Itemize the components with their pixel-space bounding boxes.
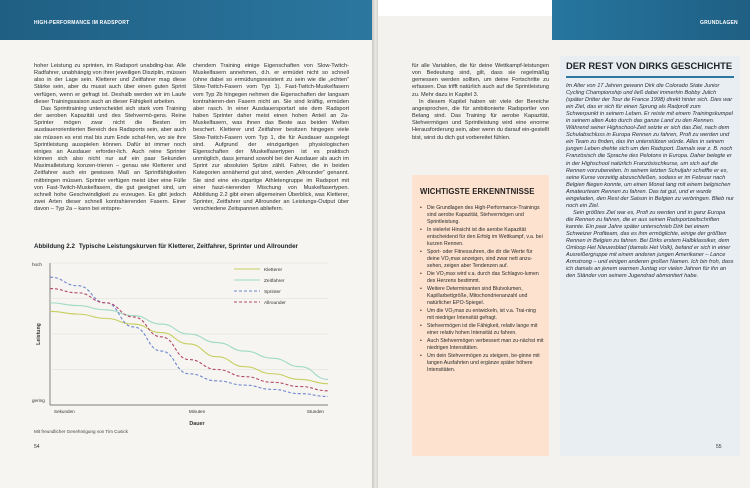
sidebar-rule	[566, 76, 734, 78]
sidebar-text	[566, 83, 734, 280]
power-curve-chart	[28, 253, 360, 429]
x-tick-label: Minuten	[188, 409, 206, 414]
left-column-2	[193, 63, 349, 213]
key-takeaways-list	[420, 205, 544, 375]
y-tick-label: hoch	[32, 262, 42, 267]
x-axis-label: Dauer	[189, 421, 205, 427]
right-running-head: GRUNDLAGEN	[700, 20, 738, 26]
paragraph: Im Alter von 17 Jahren gewann Dirk die Colorado State Junior Cycling Championship und ließ dabei immerhin Bobby Julich (später Dritter der Tour de France 1998) direkt hinter sich. Dies war ein Ziel, das er sich für einen Sprung als Radprofi zum Schwerpunkt in seinem Leben. Er reiste mit einem Trainingskumpel in seinem alten Auto durch das ganze Land zu den Rennen. Während seiner Highschool-Zeit setzte er sich das Ziel, nach dem Schulabschluss in Europa Rennen zu fahren, Profi zu werden und ein Team zu finden, das ihn unterstützen würde. Alles in seinem jungen Leben drehte sich um den Radsport. Damals war z. B. noch Französisch die Sprache des Pelotons in Europa. Daher belegte er in der Highschool natürlich Französischkurse, um sich auf die Rennen vorzubereiten. In seinem letzten Schuljahr schaffte er es, seine Kurse vorzeitig abzuschließen, sodass er im Februar nach Belgien fliegen konnte, um einen Monat lang mit einem belgischen Amateurteam Rennen zu fahren. Das tat gut, und er wurde eingeladen, den Rest der Saison in Belgien zu verbringen. Blieb nur noch ein Ziel.	[566, 83, 734, 209]
legend-label: Allrounder	[264, 300, 286, 306]
paragraph: für alle Variablen, die für deine Wettkampf-leistungen von Bedeutung sind, gilt, dass sie regelmäßig gemessen werden sollten, um deine Fortschritte zu erfassen. Das trifft natürlich auch auf die Sprintleistung zu. Mehr dazu in Kapitel 3.	[412, 63, 549, 98]
list-item: • Weitere Determinanten sind Blutvolumen, Kapillarbettgröße, Mitochondrienanzahl und natürlicher EPO-Spiegel.	[420, 286, 544, 307]
page-number-left: 54	[34, 444, 40, 450]
chart-labels	[32, 262, 324, 427]
list-item: • Auch Stehvermögen verbessert man zu-nächst mit niedrigen Intensitäten.	[420, 338, 544, 352]
paragraph: hoher Leistung zu sprinten, im Radsport unabding-bar. Alle Radfahrer, unabhängig von ihrer jeweiligen Disziplin, müssen also in der Lage sein. Kletterer und Zeitfahrer mag diese Stärke sein, aber du musst auch über einen guten Sprint verfügen, wenn er gefragt ist. Deshalb werden wir im Laufe dieser Trainingssaison auch an dieser Fähigkeit arbeiten.	[34, 63, 186, 105]
paragraph: chendem Training einige Eigenschaften von Slow-Twitch-Muskelfasern annehmen, d.h. er ermüdet nicht so schnell (ohne dabei so ermüdungsresistent zu sein wie die „echten“ Slow-Twitch-Fasern vom Typ 1). Fast-Twitch-Muskelfasern vom Typ 2b hingegen nehmen die Eigenschaften der langsam kontrahieren-den Fasern nicht an. Sie sind kräftig, ermüden aber rasch. In einer Ausdauersportart wie dem Radsport haben Sprinter daher meist einen hohen Anteil an 2a-Muskelfasern, was ihnen das Beste aus beiden Welten beschert. Kletterer und Zeitfahrer besitzen hingegen viele Slow-Twitch-Fasern vom Typ 1, die für Ausdauer ausgelegt sind. Aufgrund der einzigartigen physiologischen Eigenschaften der Muskelfasertypen ist es praktisch unmöglich, dass jemand sowohl bei der Ausdauer als auch im Sprint zur absoluten Spitze zählt. Fahrer, die in beiden Kategorien annähernd gut sind, werden „Allrounder“ genannt. Sie sind eine ein-zigartige Athletengruppe im Radsport mit einer faszi-nierenden Mischung von Muskelfasertypen. Abbildung 2.2 gibt einen allgemeinen Überblick, was Kletterer, Sprinter, Zeitfahrer und Allrounder an Leistungs-Output über verschiedene Zeitspannen abliefern.	[193, 63, 349, 213]
legend-label: Sprinter	[264, 289, 281, 295]
paragraph: In diesem Kapitel haben wir viele der Bereiche angesprochen, die für ambitionierte Radsportler von Belang sind. Das Training für aerobe Kapazität, Stehvermögen und Sprintleistung wird eine enorme Herausforderung sein, aber wenn du darauf ein-gestellt bist, wirst du dich gut vorbereitet fühlen.	[412, 98, 549, 141]
chart-series-lines	[50, 277, 328, 396]
key-takeaways-box	[412, 175, 549, 456]
paragraph: Das Sprinttraining unterscheidet sich stark vom Training der aeroben Kapazität und des Stehvermö-gens. Reine Sprinter mögen zwar nicht die Besten im ausdauerorientierten Bereich des Radsports sein, aber auch sie müssen es erst mal bis zum Ende schaf-fen, wo sie ihre Sprintleistung ausspielen können. Dafür ist immer noch einiges an Ausdauer erforder-lich. Auch reine Sprinter können sich also nicht nur auf ein paar Sekunden Maximalleistung konzen-trieren – genau wie Kletterer und Zeitfahrer auch ein gewisses Maß an Sprintfähigkeiten mitbringen müssen. Sprinter verfügen meist über eine Fülle von Fast-Twitch-Muskelfasern, die gut geeignet sind, um schnell hohe Geschwindigkeit zu erzeugen. Es gibt jedoch zwei Arten dieser schnell kontrahierenden Fasern. Einer davon – Typ 2a – kann bei entspre-	[34, 105, 186, 213]
story-sidebar	[560, 56, 740, 456]
left-running-head: HIGH-PERFORMANCE IM RADSPORT	[34, 20, 130, 26]
y-axis-label: Leistung	[36, 323, 42, 345]
legend-label: Kletterer	[264, 267, 283, 273]
paragraph: Sein größtes Ziel war es, Profi zu werden und in ganz Europa die Rennen zu fahren, die er aus seinen Radsportzeitschriften kannte. Ein paar Jahre später unterschrieb Dirk bei einem Schweizer Profiteam, das es ihm ermöglichte, einige der größten Rennen in Belgien zu fahren. Bei Dirks erstem Halbklassiker, dem Omloop Het Nieuwsblad (damals Het Volk), befand er sich in einer Ausreißergruppe mit einem anderen jungen Amerikaner – Lance Armstrong – und einigen anderen großen Namen. Ich bin froh, dass ich damals an jenem warmen Juntag vor vielen Jahren für ihn an den Ständer von seinem Jugendrad abmontiert habe.	[566, 209, 734, 280]
figure-caption-text: Typische Leistungskurven für Kletterer, Zeitfahrer, Sprinter und Allrounder	[78, 243, 298, 250]
list-item: • Um dein Stehvermögen zu steigern, be-ginne mit langen Ausfahrten und ergänze später höhere Intensitäten.	[420, 353, 544, 374]
list-item: • Um die VO₂max zu entwickeln, ist v.a. Trai-ning mit niedriger Intensität gefragt.	[420, 308, 544, 322]
page-number-right: 55	[716, 444, 722, 450]
figure-caption	[34, 243, 354, 250]
x-tick-label: Sekunden	[54, 409, 75, 414]
series-line-kletterer	[50, 311, 328, 383]
figure-number: Abbildung 2.2	[34, 243, 75, 250]
list-item: • Die VO₂max wird v.a. durch das Schlagvo-lumen des Herzens bestimmt.	[420, 271, 544, 285]
list-item: • In vielerlei Hinsicht ist die aerobe Kapazität entscheidend für den Erfolg im Wettkampf, v.a. bei kurzen Rennen.	[420, 227, 544, 248]
x-tick-label: Stunden	[306, 409, 324, 414]
figure-credit: Mit freundlicher Genehmigung von Tim Cusick	[34, 429, 128, 434]
list-item: • Stehvermögen ist die Fähigkeit, relativ lange mit einer relativ hohen Intensität zu fahren.	[420, 323, 544, 337]
list-item: • Die Grundlagen des High-Performance-Trainings sind aerobe Kapazität, Stehvermögen und Sprintleistung.	[420, 205, 544, 226]
series-line-zeitfahrer	[50, 303, 328, 380]
sidebar-title: DER REST VON DIRKS GESCHICHTE	[566, 60, 733, 71]
right-column-1	[412, 63, 549, 142]
legend-label: Zeitfahrer	[264, 278, 285, 284]
key-takeaways-title: WICHTIGSTE ERKENNTNISSE	[420, 187, 535, 196]
list-item: • Sport- oder Fitnessuhren, die dir die Werte für deine VO₂max anzeigen, sind zwar nett anzu-sehen, zeigen aber Tendenzen auf.	[420, 249, 544, 270]
series-line-allrounder	[50, 289, 328, 391]
y-tick-label: gering	[32, 398, 45, 403]
right-header-white	[378, 0, 552, 16]
left-column-1	[34, 63, 186, 213]
series-line-sprinter	[50, 277, 328, 396]
